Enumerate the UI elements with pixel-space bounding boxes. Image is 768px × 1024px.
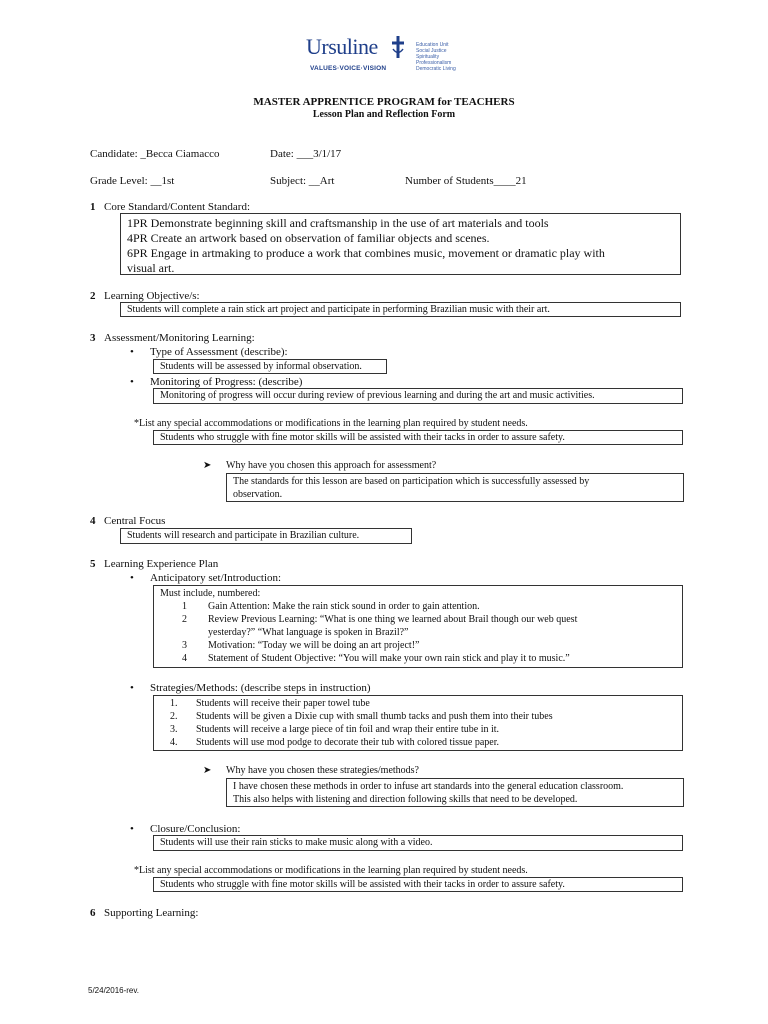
student-count-field: Number of Students____21: [405, 175, 527, 187]
bullet-label: Strategies/Methods: (describe steps in instruction): [150, 682, 371, 694]
cross-emblem-icon: [390, 36, 406, 58]
form-subtitle: Lesson Plan and Reflection Form: [312, 109, 456, 120]
list-item: [182, 600, 676, 613]
assessment-type-box[interactable]: Students will be assessed by informal observation.: [153, 359, 387, 374]
list-item: [182, 613, 676, 626]
standard-line: visual art.: [127, 261, 175, 275]
item-text: Students will be given a Dixie cup with small thumb tacks and push them into their tubes: [196, 711, 553, 722]
objective-box[interactable]: Students will complete a rain stick art project and participate in performing Brazilian music with their art.: [120, 302, 681, 317]
logo-line: Education Unit: [416, 42, 449, 48]
item-text: Review Previous Learning: “What is one thing we learned about Brail though our web quest: [208, 614, 578, 625]
bullet-dot-icon: •: [130, 376, 134, 388]
subject-field: Subject: __Art: [270, 175, 335, 187]
item-number: 3.: [170, 724, 178, 735]
item-number: 2.: [170, 711, 178, 722]
bullet-label: Anticipatory set/Introduction:: [150, 572, 282, 584]
central-focus-box[interactable]: Students will research and participate in Brazilian culture.: [120, 528, 412, 544]
answer-line: I have chosen these methods in order to infuse art standards into the general education classroom.: [233, 781, 624, 792]
item-number: 1: [182, 601, 187, 612]
section-label-central-focus: Central Focus: [104, 515, 166, 527]
date-field: Date: ___3/1/17: [270, 148, 342, 160]
revision-date: 5/24/2016-rev.: [88, 986, 139, 995]
bullet-dot-icon: •: [130, 682, 134, 694]
section-number: 2: [90, 290, 96, 302]
why-strategies-box[interactable]: [226, 778, 684, 807]
accommodations-label: *List any special accommodations or modifications in the learning plan required by student needs.: [134, 865, 528, 876]
grade-level-field: Grade Level: __1st: [90, 175, 175, 187]
item-text: Statement of Student Objective: “You will make your own rain stick and play it to music.”: [208, 653, 570, 664]
arrow-bullet-icon: ➤: [203, 765, 212, 776]
item-text: Gain Attention: Make the rain stick sound in order to gain attention.: [208, 601, 480, 612]
bullet-dot-icon: •: [130, 572, 134, 584]
item-number: 3: [182, 640, 187, 651]
bullet-dot-icon: •: [130, 823, 134, 835]
answer-line: The standards for this lesson are based on participation which is successfully assessed by: [233, 476, 590, 487]
why-assessment-label: Why have you chosen this approach for assessment?: [226, 460, 437, 471]
standard-line: 1PR Demonstrate beginning skill and craftsmanship in the use of art materials and tools: [127, 216, 549, 230]
bullet-dot-icon: •: [130, 346, 134, 358]
answer-line: This also helps with listening and direction following skills that need to be developed.: [233, 794, 578, 805]
monitoring-box[interactable]: Monitoring of progress will occur during review of previous learning and during the art and music activities.: [153, 388, 683, 404]
section-number: 5: [90, 558, 96, 570]
list-item: [170, 697, 676, 710]
strategies-box[interactable]: [153, 695, 683, 751]
section-label-experience-plan: Learning Experience Plan: [104, 558, 219, 570]
logo-line: Democratic Living: [416, 66, 456, 72]
arrow-bullet-icon: ➤: [203, 460, 212, 471]
why-assessment-box[interactable]: [226, 473, 684, 502]
logo-tagline: VALUES·VOICE·VISION: [310, 65, 387, 72]
standard-line: 4PR Create an artwork based on observation of familiar objects and scenes.: [127, 231, 490, 245]
why-strategies-label: Why have you chosen these strategies/methods?: [226, 765, 419, 776]
list-item: [182, 652, 676, 665]
section-label-supporting-learning: Supporting Learning:: [104, 907, 199, 919]
item-number: 2: [182, 614, 187, 625]
bullet-label: Type of Assessment (describe):: [150, 346, 288, 358]
logo-line: Professionalism: [416, 60, 452, 66]
section-number: 6: [90, 907, 96, 919]
answer-line: observation.: [233, 489, 283, 500]
item-text: Students will receive a large piece of tin foil and wrap their entire tube in it.: [196, 724, 500, 735]
list-item-continued: [182, 626, 676, 639]
section-label-objectives: Learning Objective/s:: [104, 290, 200, 302]
core-standard-box[interactable]: [120, 213, 681, 275]
closure-box[interactable]: Students will use their rain sticks to make music along with a video.: [153, 835, 683, 851]
section-number: 3: [90, 332, 96, 344]
logo-wordmark: Ursuline: [306, 34, 378, 59]
section-number: 1: [90, 201, 96, 213]
item-text: Students will use mod podge to decorate their tub with colored tissue paper.: [196, 737, 499, 748]
item-number: 1.: [170, 698, 178, 709]
form-title: MASTER APPRENTICE PROGRAM for TEACHERS: [253, 96, 515, 108]
item-text: Motivation: “Today we will be doing an art project!”: [208, 640, 420, 651]
accommodations-label: *List any special accommodations or modifications in the learning plan required by student needs.: [134, 418, 528, 429]
item-text: yesterday?” “What language is spoken in Brazil?”: [208, 627, 409, 638]
logo-values-list: [416, 42, 456, 72]
list-item: [170, 723, 676, 736]
standard-line: 6PR Engage in artmaking to produce a work that combines music, movement or dramatic play with: [127, 246, 605, 260]
item-number: 4.: [170, 737, 178, 748]
list-item: [170, 710, 676, 723]
ursuline-logo: [300, 28, 480, 84]
item-text: Students will receive their paper towel tube: [196, 698, 370, 709]
bullet-label: Closure/Conclusion:: [150, 823, 241, 835]
list-item: [182, 639, 676, 652]
anticipatory-intro: Must include, numbered:: [160, 588, 261, 599]
section-number: 4: [90, 515, 96, 527]
candidate-field: Candidate: _Becca Ciamacco: [90, 148, 220, 160]
item-number: 4: [182, 653, 187, 664]
bullet-label: Monitoring of Progress: (describe): [150, 376, 303, 388]
section-label-core-standard: Core Standard/Content Standard:: [104, 201, 251, 213]
accommodations-box[interactable]: Students who struggle with fine motor skills will be assisted with their tacks in order to assure safety.: [153, 877, 683, 892]
anticipatory-box[interactable]: [153, 585, 683, 668]
section-label-assessment: Assessment/Monitoring Learning:: [104, 332, 255, 344]
logo-line: Spirituality: [416, 54, 440, 60]
logo-line: Social Justice: [416, 48, 447, 54]
accommodations-box[interactable]: Students who struggle with fine motor skills will be assisted with their tacks in order to assure safety.: [153, 430, 683, 445]
list-item: [170, 736, 676, 749]
